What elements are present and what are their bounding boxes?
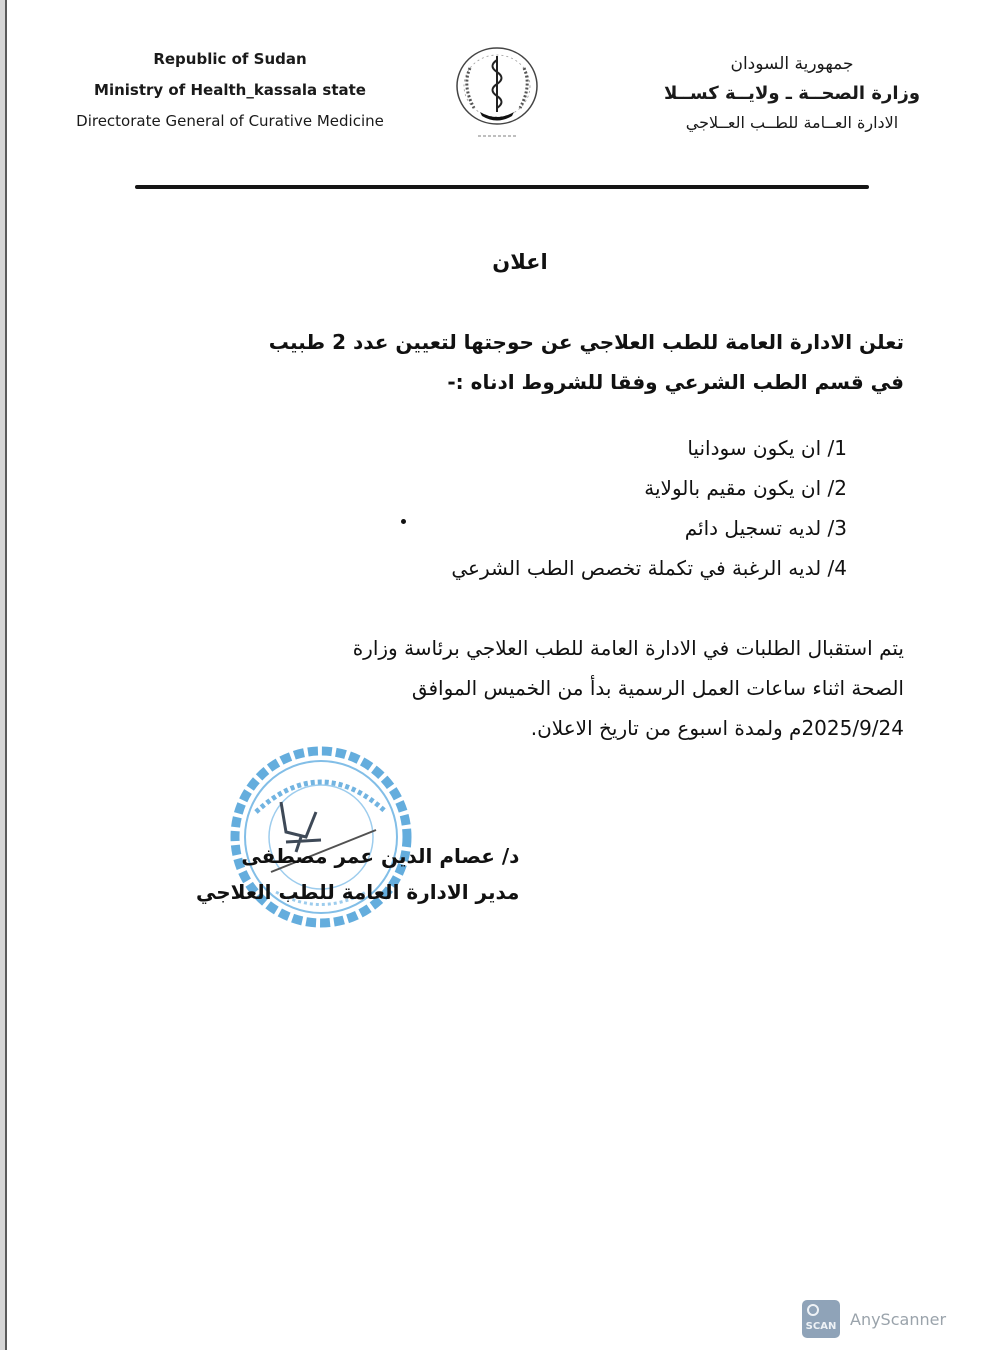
conditions-list <box>451 428 847 588</box>
application-details <box>353 628 904 748</box>
application-line: يتم استقبال الطلبات في الادارة العامة للطب العلاجي برئاسة وزارة <box>352 636 904 660</box>
arabic-header-line-2: وزارة الصحــة ـ ولايــة كســلا <box>663 83 921 104</box>
arabic-header-line-3: الادارة العــامة للطــب العــلاجي <box>685 113 899 132</box>
announcement-title: اعلان <box>492 250 548 274</box>
condition-item: 4/ لديه الرغبة في تكملة تخصص الطب الشرعي <box>451 556 847 580</box>
condition-item: 2/ ان يكون مقيم بالولاية <box>644 476 847 500</box>
arabic-letterhead <box>642 50 942 137</box>
scanner-lens-icon <box>807 1304 819 1316</box>
arabic-header-line-1: جمهورية السودان <box>730 54 854 74</box>
page-edge-line <box>5 0 7 1350</box>
english-header-line-1: Republic of Sudan <box>153 50 307 68</box>
condition-item: 3/ لديه تسجيل دائم <box>684 516 847 540</box>
scanner-icon-label: SCAN <box>805 1321 837 1332</box>
english-header-line-2: Ministry of Health_kassala state <box>94 81 366 99</box>
intro-line: في قسم الطب الشرعي وفقا للشروط ادناه :- <box>447 370 904 394</box>
english-letterhead <box>40 44 420 137</box>
signatory-position: مدير الادارة العامة للطب العلاجي <box>196 880 520 904</box>
signatory-name: د/ عصام الدين عمر مصطفى <box>241 844 520 868</box>
signature-block <box>196 838 519 910</box>
scanner-app-icon <box>802 1300 840 1338</box>
intro-line: تعلن الادارة العامة للطب العلاجي عن حوجتها لتعيين عدد 2 طبيب <box>268 330 904 354</box>
scanner-watermark <box>802 1300 946 1338</box>
stray-dot-mark <box>401 519 406 524</box>
condition-item: 1/ ان يكون سودانيا <box>687 436 847 460</box>
application-line: الصحة اثناء ساعات العمل الرسمية بدأ من الخميس الموافق <box>411 676 904 700</box>
announcement-intro <box>269 322 904 402</box>
scanner-app-name: AnyScanner <box>850 1309 947 1329</box>
header-divider <box>135 185 869 189</box>
english-header-line-3: Directorate General of Curative Medicine <box>76 112 384 130</box>
caduceus-wreath-emblem-icon <box>444 42 550 142</box>
application-line: 2025/9/24م ولمدة اسبوع من تاريخ الاعلان. <box>530 716 904 740</box>
